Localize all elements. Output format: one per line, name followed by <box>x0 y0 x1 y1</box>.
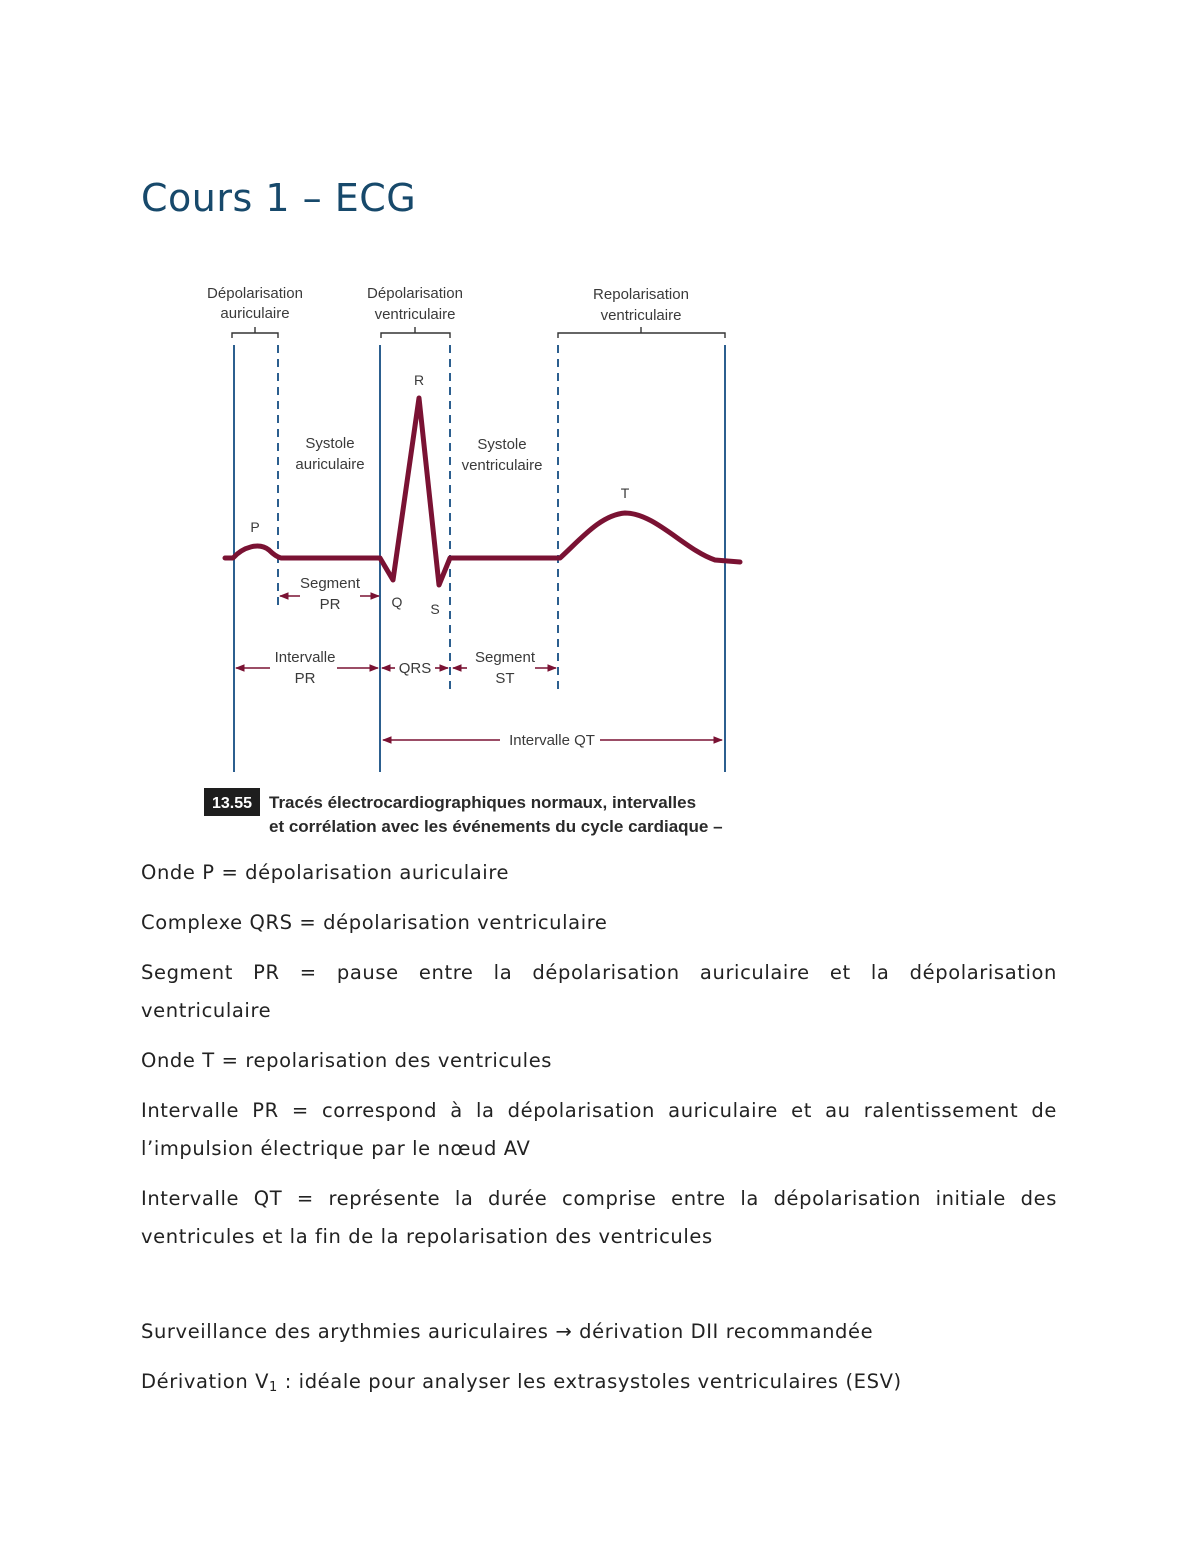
label-segment-st-1: Segment <box>474 649 536 666</box>
label-repol-1: Repolarisation <box>593 286 689 303</box>
ecg-figure <box>195 270 755 845</box>
ecg-waveform <box>225 398 740 585</box>
label-segment-st-2: ST <box>495 670 515 687</box>
label-wave-q: Q <box>391 594 403 610</box>
label-depol-ventr-1: Dépolarisation <box>367 285 463 302</box>
label-wave-r: R <box>413 372 425 388</box>
caption-line-2: et corrélation avec les événements du cycle cardiaque – <box>269 817 723 836</box>
region-brackets <box>232 327 725 338</box>
label-intervalle-pr-1: Intervalle <box>274 649 336 666</box>
interval-arrows <box>236 596 722 740</box>
note-derivation-subscript: 1 <box>269 1380 278 1395</box>
caption-line-1: Tracés électrocardiographiques normaux, intervalles <box>269 793 697 812</box>
label-systole-auric-2: auriculaire <box>295 456 365 473</box>
label-wave-t: T <box>620 485 630 501</box>
label-systole-auric-1: Systole <box>305 435 355 452</box>
definition-onde-p: Onde P = dépolarisation auriculaire <box>141 861 510 884</box>
label-intervalle-qt: Intervalle QT <box>509 732 595 749</box>
label-segment-pr-1: Segment <box>299 575 361 592</box>
label-repol-2: ventriculaire <box>600 307 682 324</box>
label-systole-ventr-2: ventriculaire <box>461 457 543 474</box>
note-surveillance-result: dérivation DII recommandée <box>579 1320 874 1343</box>
label-systole-ventr-1: Systole <box>477 436 527 453</box>
definitions-block <box>141 854 1057 1256</box>
definition-onde-t: Onde T = repolarisation des ventricules <box>141 1049 553 1072</box>
definition-segment-pr: Segment PR = pause entre la dépolarisation auriculaire et la dépolarisation ventriculaire <box>141 961 1057 1022</box>
definition-qrs: Complexe QRS = dépolarisation ventriculaire <box>141 911 608 934</box>
label-qrs: QRS <box>398 660 432 677</box>
note-derivation-prefix: Dérivation V <box>141 1370 270 1393</box>
label-wave-p: P <box>250 519 260 535</box>
caption-number: 13.55 <box>211 795 253 812</box>
label-intervalle-pr-2: PR <box>294 670 316 687</box>
page-title: Cours 1 – ECG <box>141 176 417 220</box>
note-surveillance-text: Surveillance des arythmies auriculaires <box>141 1320 549 1343</box>
label-segment-pr-2: PR <box>319 596 341 613</box>
definition-intervalle-qt: Intervalle QT = représente la durée comprise entre la dépolarisation initiale des ventricules et la fin de la repolarisation des ventricules <box>141 1187 1057 1248</box>
label-wave-s: S <box>430 601 440 617</box>
definition-intervalle-pr: Intervalle PR = correspond à la dépolarisation auriculaire et au ralentissement de l’impulsion électrique par le nœud AV <box>141 1099 1057 1160</box>
note-surveillance <box>141 1313 1057 1351</box>
arrow-right-icon: → <box>555 1320 573 1343</box>
note-derivation-suffix: : idéale pour analyser les extrasystoles ventriculaires (ESV) <box>277 1370 902 1393</box>
note-derivation <box>141 1363 1057 1407</box>
label-depol-auric-2: auriculaire <box>220 305 290 322</box>
label-depol-auric-1: Dépolarisation <box>207 285 303 302</box>
notes-block <box>141 1313 1057 1407</box>
ecg-diagram <box>195 270 755 845</box>
label-depol-ventr-2: ventriculaire <box>374 306 456 323</box>
